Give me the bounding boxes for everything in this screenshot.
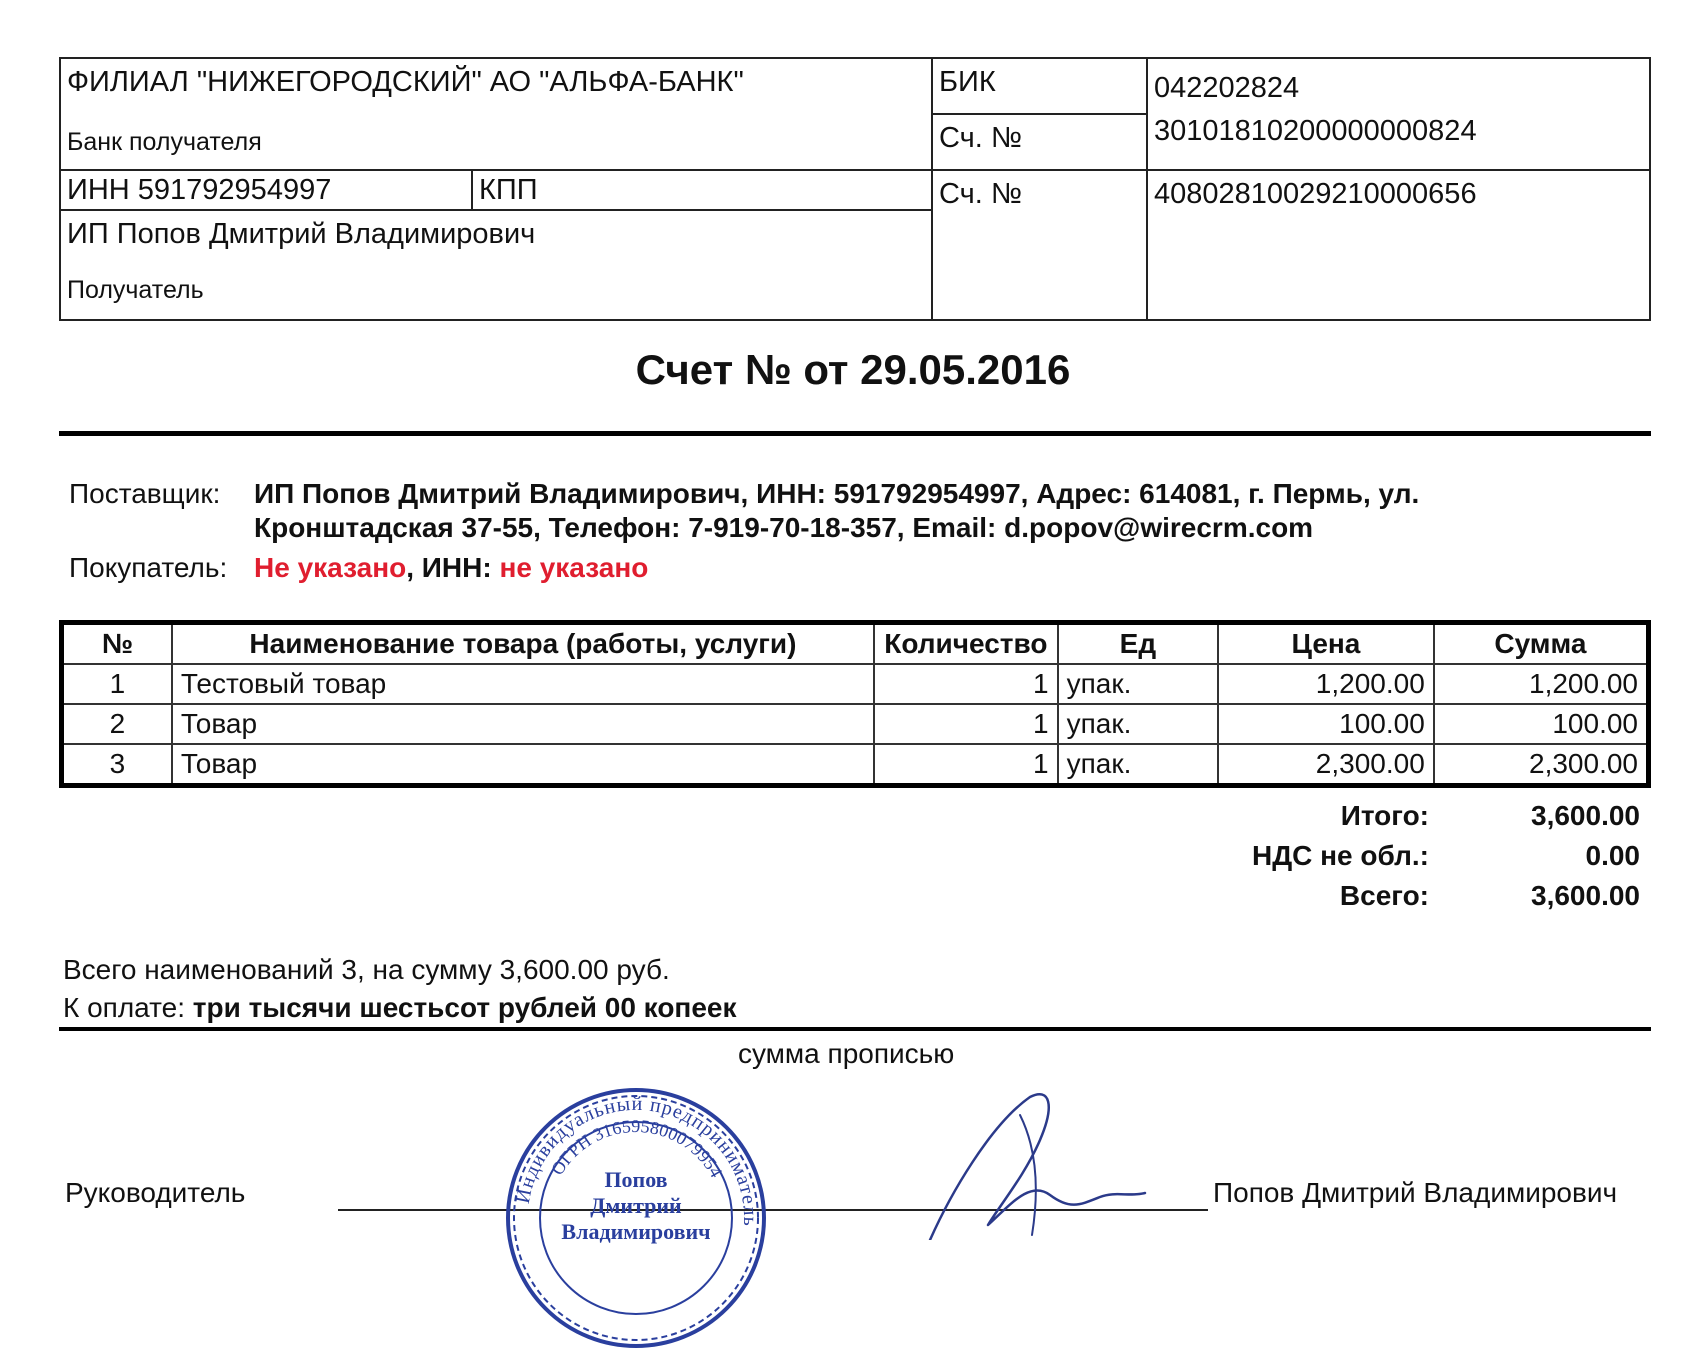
col-header-number: № [62,623,172,665]
table-row [62,664,1649,704]
table-header-row [62,623,1649,665]
stamp-graphic [501,1083,771,1353]
stamp-outer-text: Индивидуальный предприниматель [511,1092,762,1228]
vat-value: 0.00 [1585,840,1640,871]
supplier-line-1: ИП Попов Дмитрий Владимирович, ИНН: 591792954997, Адрес: 614081, г. Пермь, ул. [254,478,1420,509]
amount-payable [63,992,737,1024]
row-sum: 2,300.00 [1434,744,1649,786]
bik-value: 042202824 [1147,58,1650,114]
amount-payable-label: К оплате: [63,992,193,1023]
bank-name: ФИЛИАЛ "НИЖЕГОРОДСКИЙ" АО "АЛЬФА-БАНК" [67,66,744,98]
inn-cell: ИНН 591792954997 [60,170,472,210]
stamp-line-3: Владимирович [561,1219,711,1244]
amount-in-words: три тысячи шестьсот рублей 00 копеек [192,992,737,1023]
row-price: 100.00 [1218,704,1434,744]
row-name: Товар [172,704,874,744]
supplier-line-2: Кронштадская 37-55, Телефон: 7-919-70-18-357, Email: d.popov@wirecrm.com [254,512,1314,543]
col-header-quantity: Количество [874,623,1058,665]
director-label: Руководитель [65,1177,246,1208]
stamp-line-1: Попов [604,1167,668,1192]
items-table [59,620,1651,788]
supplier-label: Поставщик: [69,478,221,509]
company-stamp [501,1083,771,1353]
col-header-name: Наименование товара (работы, услуги) [172,623,874,665]
row-unit: упак. [1058,744,1219,786]
handwritten-signature [900,1085,1160,1240]
recipient-label: Получатель [67,276,204,304]
col-header-sum: Сумма [1434,623,1649,665]
row-name: Тестовый товар [172,664,874,704]
row-name: Товар [172,744,874,786]
summary-divider [59,1027,1651,1031]
vat-label: НДС не обл.: [1251,840,1429,871]
bik-label: БИК [932,58,1147,114]
col-header-unit: Ед [1058,623,1219,665]
supplier-details [254,477,1654,545]
recipient-cell [60,210,932,320]
items-summary: Всего наименований 3, на сумму 3,600.00 руб. [63,954,670,985]
subtotal-label: Итого: [1340,800,1429,831]
corr-account-label: Сч. № [932,114,1147,170]
row-quantity: 1 [874,744,1058,786]
row-number: 2 [62,704,172,744]
bank-name-cell [60,58,932,170]
subtotal-value: 3,600.00 [1531,800,1640,831]
title-divider [59,431,1651,436]
amount-in-words-caption: сумма прописью [738,1038,955,1069]
row-price: 2,300.00 [1218,744,1434,786]
row-number: 1 [62,664,172,704]
table-row [62,704,1649,744]
invoice-title: Счет № от 29.05.2016 [635,346,1071,393]
row-price: 1,200.00 [1218,664,1434,704]
account-label: Сч. № [932,170,1147,320]
director-name: Попов Дмитрий Владимирович [1213,1177,1618,1208]
kpp-cell: КПП [472,170,932,210]
recipient-bank-label: Банк получателя [67,128,262,156]
row-sum: 1,200.00 [1434,664,1649,704]
col-header-price: Цена [1218,623,1434,665]
buyer-details [254,551,648,585]
corr-account-value: 30101810200000000824 [1147,114,1650,170]
account-value: 40802810029210000656 [1147,170,1650,320]
row-unit: упак. [1058,664,1219,704]
total-label: Всего: [1339,880,1429,911]
bank-details-table [59,57,1651,321]
buyer-name: Не указано [254,552,407,583]
row-number: 3 [62,744,172,786]
buyer-label: Покупатель: [69,552,228,583]
total-value: 3,600.00 [1531,880,1640,911]
buyer-inn-label: , ИНН: [406,552,500,583]
stamp-ogrn-text: ОГРН 316595800079954 [547,1115,727,1181]
stamp-line-2: Дмитрий [590,1193,682,1218]
row-unit: упак. [1058,704,1219,744]
recipient-name: ИП Попов Дмитрий Владимирович [67,218,536,250]
row-quantity: 1 [874,704,1058,744]
row-quantity: 1 [874,664,1058,704]
table-row [62,744,1649,786]
buyer-inn: не указано [499,552,649,583]
row-sum: 100.00 [1434,704,1649,744]
